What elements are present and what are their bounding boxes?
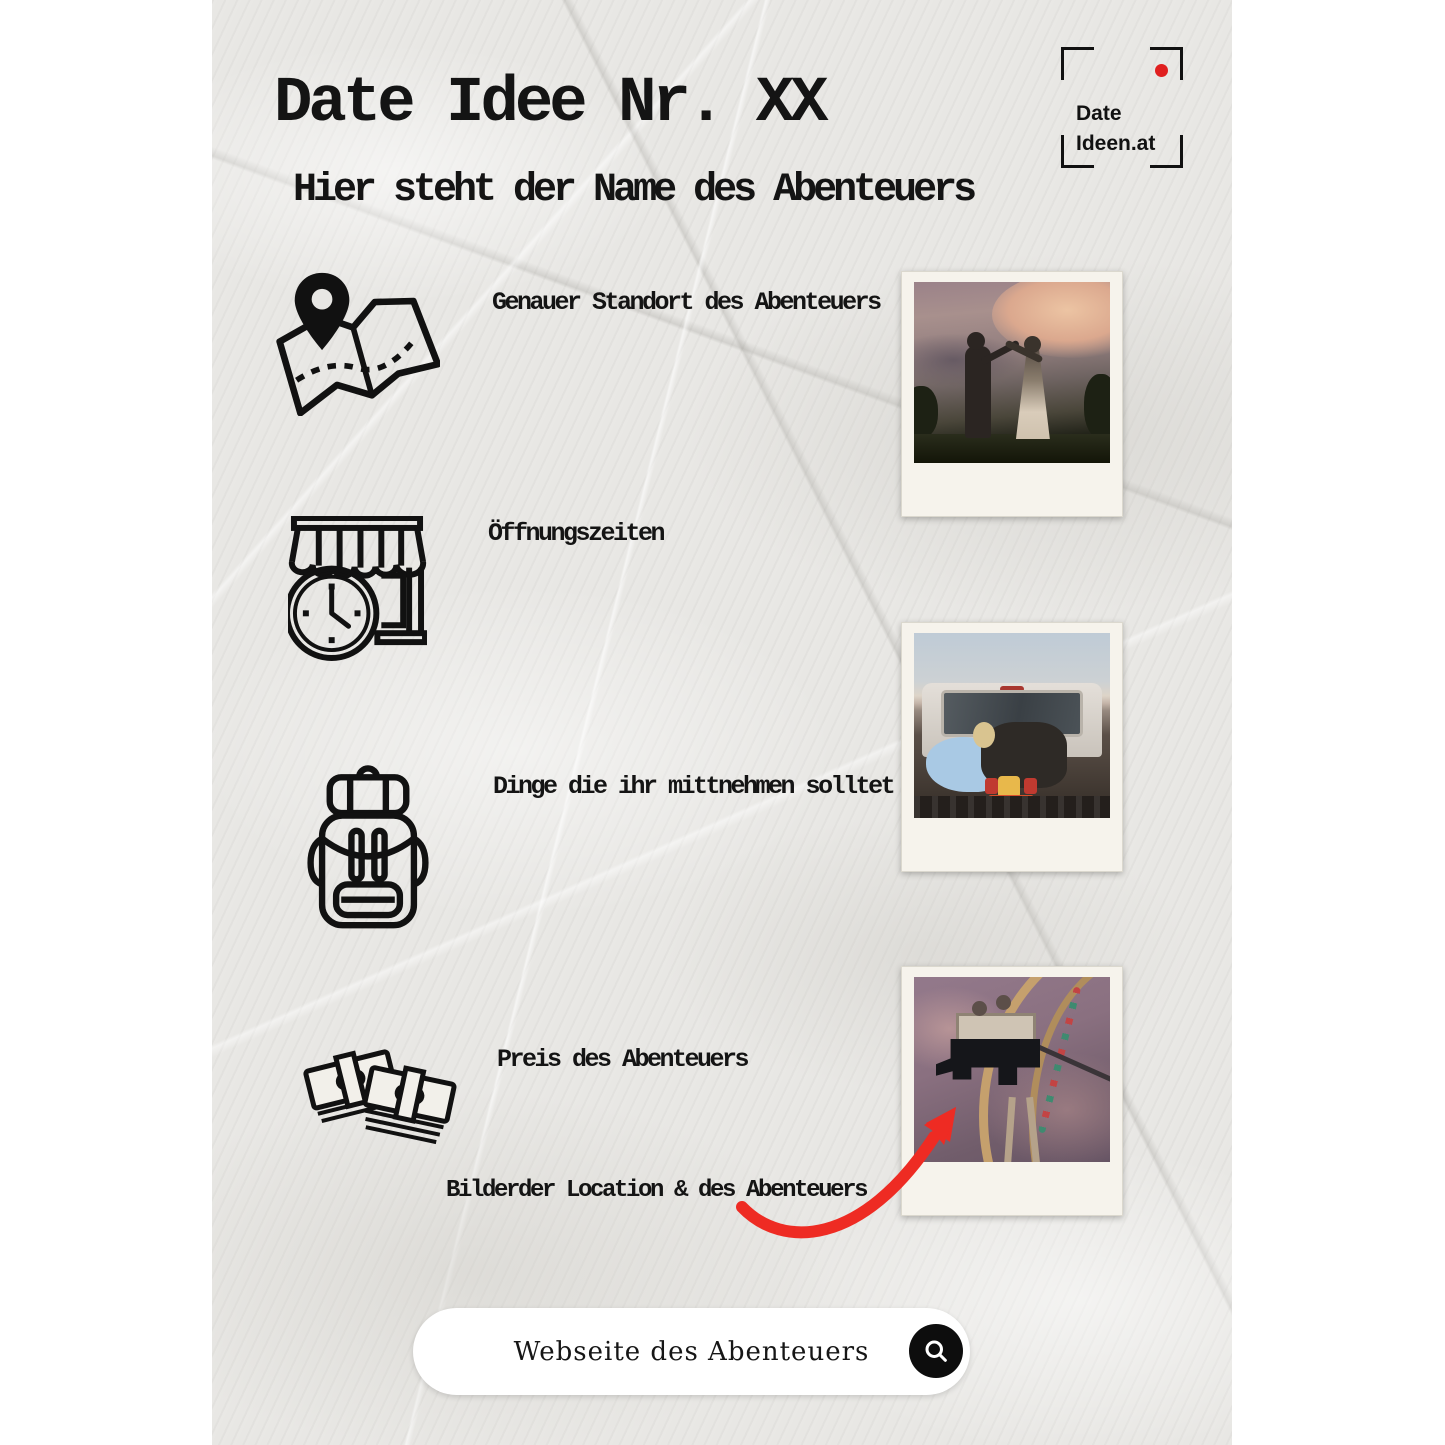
photo-couple-dancing-sunset — [914, 282, 1110, 463]
paper-page — [212, 0, 1232, 1445]
brand-logo — [1061, 47, 1183, 168]
man-head — [967, 332, 985, 350]
polaroid-couple-dancing — [901, 271, 1123, 517]
polaroid-drive-in — [901, 622, 1123, 872]
backpack-icon — [304, 762, 432, 938]
red-dot-icon — [1155, 64, 1168, 77]
search-icon — [922, 1337, 950, 1365]
field-ground — [914, 434, 1110, 463]
page-subtitle: Hier steht der Name des Abenteuers — [293, 168, 974, 213]
money-stack-icon — [300, 1040, 470, 1152]
search-bar-label[interactable]: Webseite des Abenteuers — [513, 1336, 870, 1367]
red-cup — [1024, 778, 1037, 794]
blonde-hair — [973, 722, 995, 748]
brand-line1: Date — [1076, 102, 1122, 125]
storefront-clock-icon — [288, 516, 427, 663]
page-title: Date Idee Nr. XX — [274, 68, 825, 140]
brand-line2: Ideen.at — [1076, 132, 1156, 155]
images-note-label: Bilderder Location & des Abenteuers — [446, 1177, 867, 1204]
row-label-price: Preis des Abenteuers — [497, 1045, 748, 1074]
row-label-location: Genauer Standort des Abenteuers — [492, 288, 880, 317]
brand-name — [1076, 99, 1155, 159]
rider-head — [972, 1001, 987, 1016]
popcorn — [998, 776, 1020, 796]
truck-bed-blanket — [914, 796, 1110, 818]
rider-head — [996, 995, 1011, 1010]
tree-silhouette — [914, 386, 938, 438]
red-arrow — [722, 1095, 974, 1267]
row-label-hours: Öffnungszeiten — [488, 519, 664, 548]
photo-truck-drive-in — [914, 633, 1110, 818]
viewfinder-corner-icon — [1150, 47, 1183, 80]
row-label-items: Dinge die ihr mittnehmen solltet — [493, 772, 894, 801]
search-button[interactable] — [909, 1324, 963, 1378]
tree-silhouette — [1084, 374, 1110, 438]
website-search-bar[interactable] — [413, 1308, 970, 1395]
red-cup — [985, 778, 998, 794]
viewfinder-corner-icon — [1061, 47, 1094, 80]
map-location-icon — [270, 270, 440, 416]
